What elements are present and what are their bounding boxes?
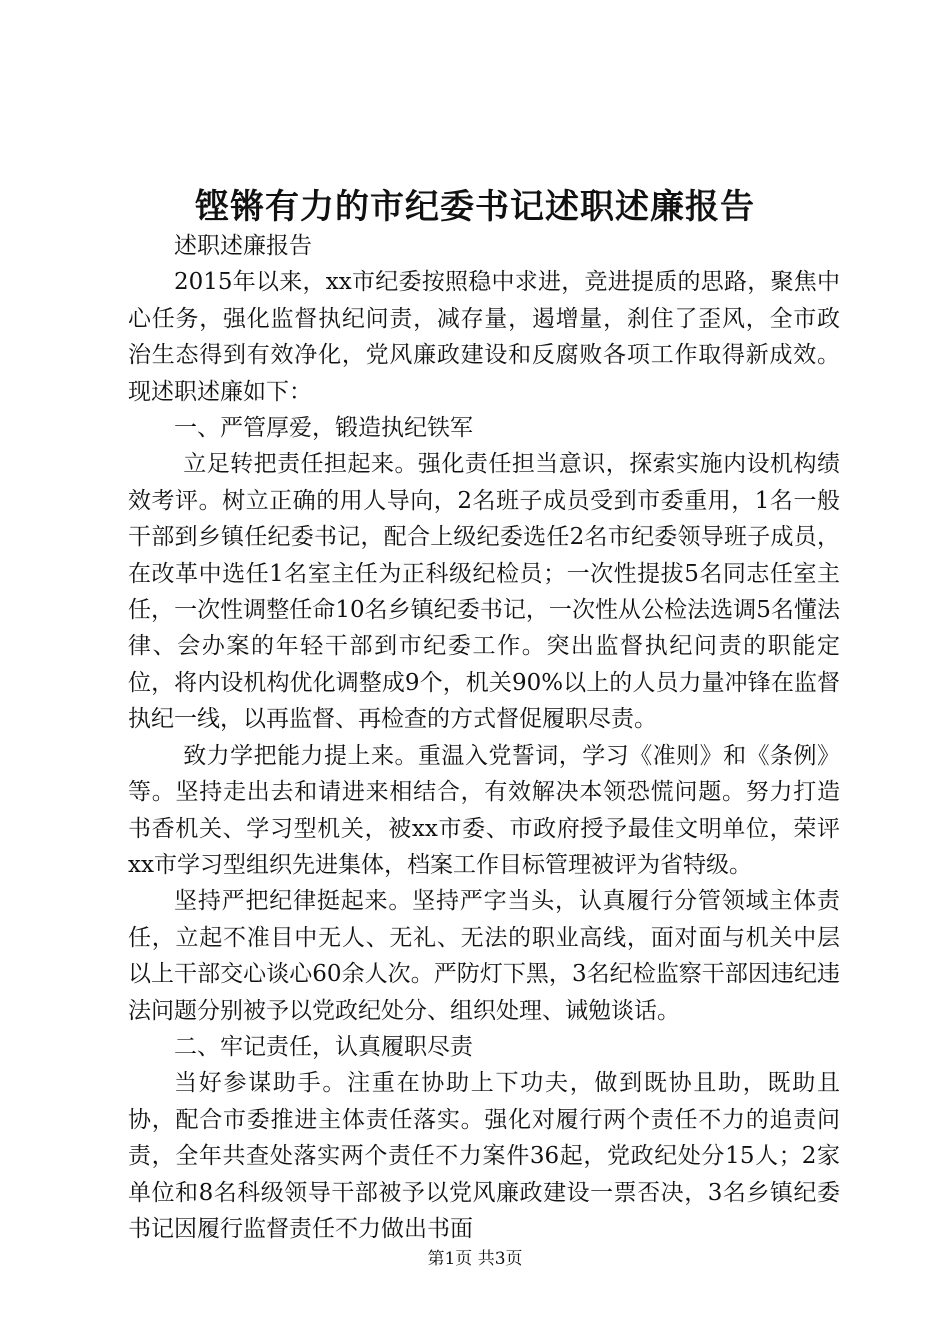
paragraph-subtitle: 述职述廉报告 (174, 233, 312, 259)
section-heading-1: 一、严管厚爱，锻造执纪铁军 (174, 415, 473, 442)
page-number-footer: 第1页 共3页 (427, 1249, 523, 1269)
paragraph-learning: 致力学把能力提上来。重温入党誓词，学习《准则》和《条例》等。坚持走出去和请进来相结合，有效解决本领恐慌问题。努力打造书香机关、学习型机关，被xx市委、市政府授予最佳文明单位，荣评xx市学习型组织先进集体，档案工作目标管理被评为省特级。 (128, 742, 840, 878)
document-title: 铿锵有力的市纪委书记述职述廉报告 (195, 187, 755, 227)
paragraph-responsibility: 立足转把责任担起来。强化责任担当意识，探索实施内设机构绩效考评。树立正确的用人导向，2名班子成员受到市委重用，1名一般干部到乡镇任纪委书记，配合上级纪委选任2名市纪委领导班子成员，在改革中选任1名室主任为正科级纪检员；一次性提拔5名同志任室主任，一次性调整任命10名乡镇纪委书记，一次性从公检法选调5名懂法律、会办案的年轻干部到市纪委工作。突出监督执纪问责的职能定位，将内设机构优化调整成9个，机关90%以上的人员力量冲锋在监督执纪一线，以再监督、再检查的方式督促履职尽责。 (128, 451, 840, 733)
document-body (128, 228, 840, 1247)
paragraph-discipline: 坚持严把纪律挺起来。坚持严字当头，认真履行分管领域主体责任，立起不准目中无人、无礼、无法的职业高线，面对面与机关中层以上干部交心谈心60余人次。严防灯下黑，3名纪检监察干部因违纪违法问题分别被予以党政纪处分、组织处理、诫勉谈话。 (128, 888, 840, 1024)
paragraph-assistant: 当好参谋助手。注重在协助上下功夫，做到既协且助，既助且协，配合市委推进主体责任落实。强化对履行两个责任不力的追责问责，全年共查处落实两个责任不力案件36起，党政纪处分15人；2家单位和8名科级领导干部被予以党风廉政建设一票否决，3名乡镇纪委书记因履行监督责任不力做出书面 (128, 1070, 840, 1242)
paragraph-intro: 2015年以来，xx市纪委按照稳中求进，竞进提质的思路，聚焦中心任务，强化监督执纪问责，减存量，遏增量，刹住了歪风，全市政治生态得到有效净化，党风廉政建设和反腐败各项工作取得新成效。现述职述廉如下： (128, 269, 840, 405)
section-heading-2: 二、牢记责任，认真履职尽责 (174, 1033, 473, 1060)
